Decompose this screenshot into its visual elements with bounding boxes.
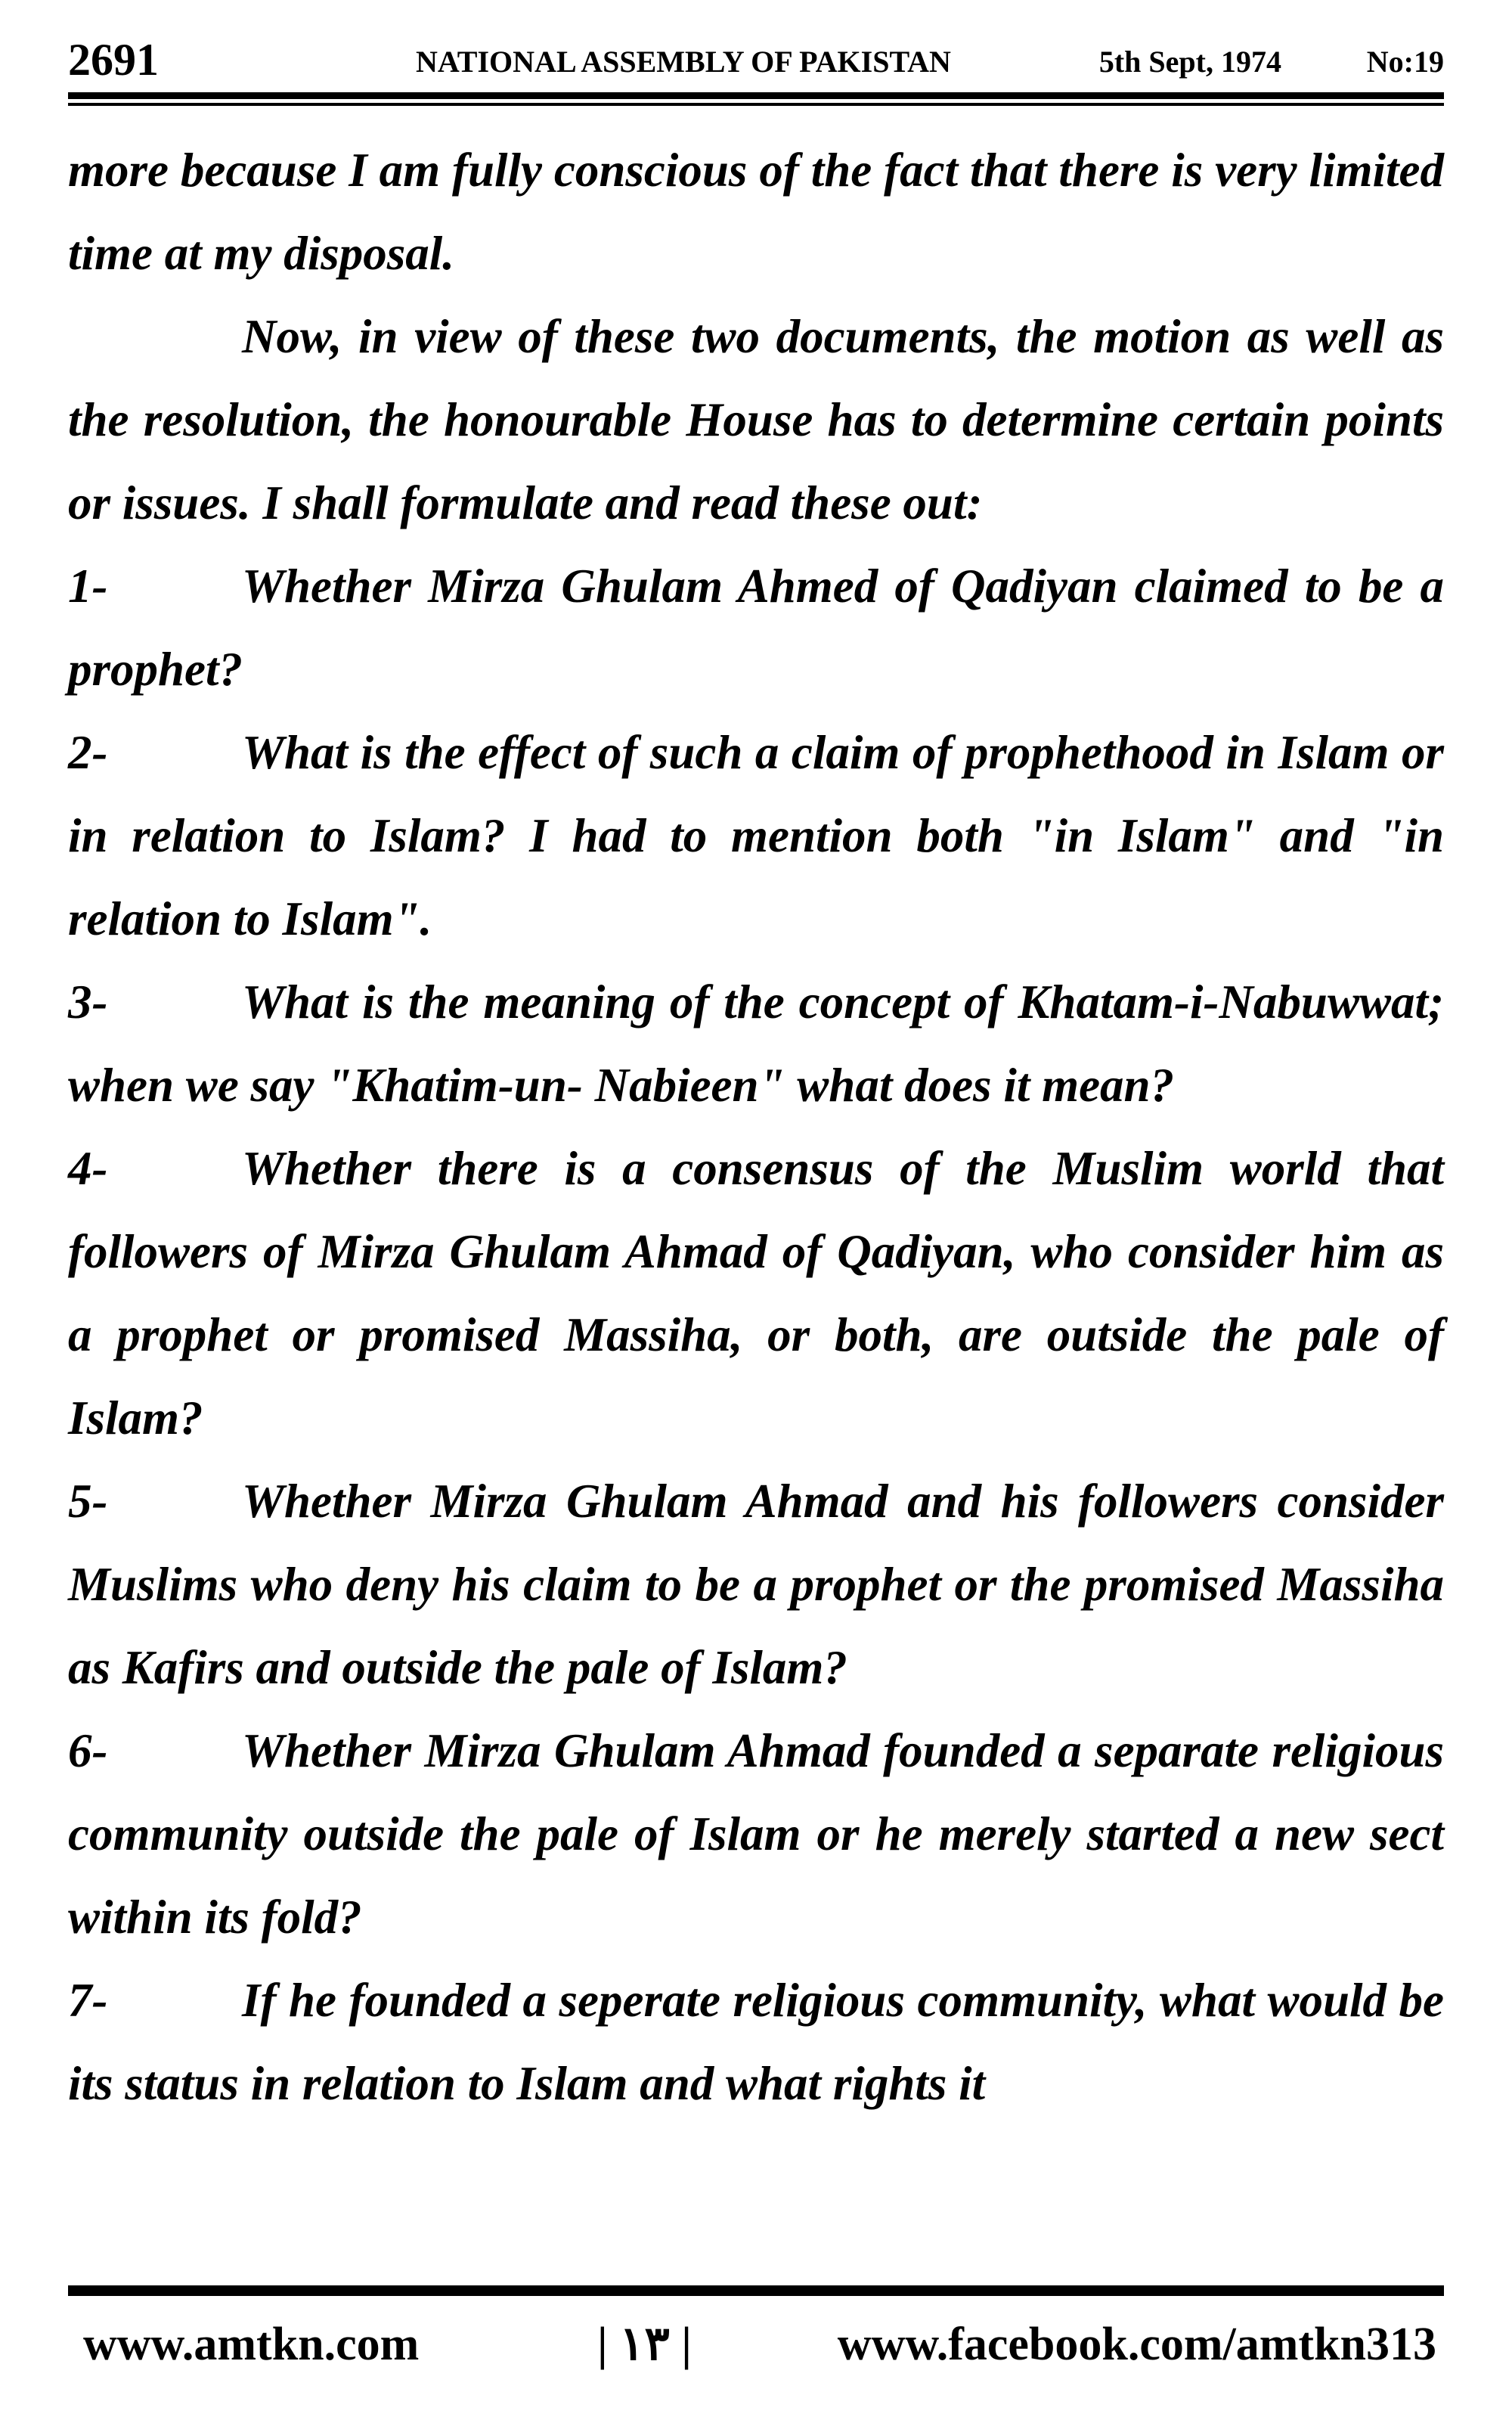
list-item-text: Whether there is a consensus of the Muslim world that followers of Mirza Ghulam Ahmad of Qadiyan, who consider him as a prophet or promised Massiha, or both, are outside the pale of Islam?	[68, 1142, 1444, 1444]
session-date: 5th Sept, 1974	[1098, 45, 1281, 79]
issue-number: No:19	[1366, 45, 1444, 79]
list-item-text: Whether Mirza Ghulam Ahmed of Qadiyan claimed to be a prophet?	[68, 560, 1444, 696]
list-item-number: 7-	[68, 1974, 108, 2027]
header-divider-thick	[68, 92, 1444, 99]
list-item	[68, 544, 1444, 711]
page-number: 2691	[68, 35, 159, 85]
list-item	[68, 711, 1444, 960]
page-header	[68, 33, 1444, 86]
list-item-number: 6-	[68, 1724, 108, 1777]
page-footer	[68, 2314, 1444, 2375]
intro-paragraph: Now, in view of these two documents, the motion as well as the resolution, the honourable House has to determine certain points or issues. I shall formulate and read these out:	[68, 310, 1444, 529]
document-body	[68, 129, 1444, 2125]
list-item-number: 4-	[68, 1142, 108, 1195]
continuation-paragraph: more because I am fully conscious of the fact that there is very limited time at my disposal.	[68, 144, 1444, 280]
list-item	[68, 1959, 1444, 2125]
list-item-number: 5-	[68, 1475, 108, 1528]
list-item-text: Whether Mirza Ghulam Ahmad and his followers consider Muslims who deny his claim to be a prophet or the promised Massiha as Kafirs and outside the pale of Islam?	[68, 1475, 1444, 1694]
header-divider	[68, 92, 1444, 107]
list-item	[68, 1127, 1444, 1460]
publication-title: NATIONAL ASSEMBLY OF PAKISTAN	[416, 45, 951, 79]
list-item-number: 3-	[68, 976, 108, 1028]
list-item-text: If he founded a seperate religious community, what would be its status in relation to Islam and what rights it	[68, 1974, 1444, 2110]
list-item	[68, 960, 1444, 1127]
website-link[interactable]: www.amtkn.com	[83, 2319, 420, 2370]
header-divider-thin	[68, 103, 1444, 106]
footer-divider	[68, 2285, 1444, 2296]
list-item-number: 1-	[68, 560, 108, 613]
list-item	[68, 1709, 1444, 1959]
footer-page-marker: | ۱۳ |	[597, 2319, 692, 2370]
list-item-text: What is the meaning of the concept of Khatam-i-Nabuwwat; when we say "Khatim-un- Nabieen" what does it mean?	[68, 976, 1444, 1112]
list-item-text: Whether Mirza Ghulam Ahmad founded a separate religious community outside the pale of Islam or he merely started a new sect within its fold?	[68, 1724, 1444, 1944]
list-item-text: What is the effect of such a claim of prophethood in Islam or in relation to Islam? I had to mention both "in Islam" and "in relation to Islam".	[68, 726, 1444, 945]
facebook-link[interactable]: www.facebook.com/amtkn313	[837, 2319, 1436, 2370]
list-item-number: 2-	[68, 726, 108, 779]
list-item	[68, 1460, 1444, 1709]
